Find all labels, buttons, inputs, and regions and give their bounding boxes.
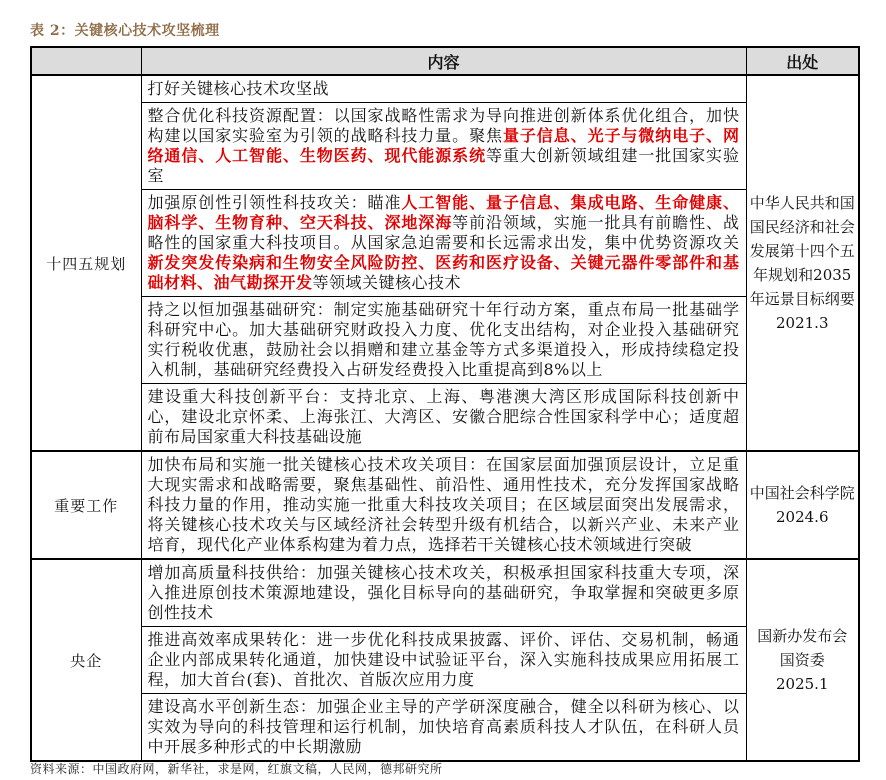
- source-cell: [746, 75, 859, 451]
- body-text: 打好关键核心技术攻坚战: [147, 79, 330, 98]
- source-cell: [746, 451, 859, 559]
- content-cell: [141, 75, 746, 103]
- header-row: [31, 47, 859, 75]
- body-text: 整合优化科技资源配置：以国家战略性需求为导向推进创新体系优化组合，加快构建以国家实验室为引领的战略科技力量。聚焦: [147, 106, 740, 145]
- body-text: 持之以恒加强基础研究：制定实施基础研究十年行动方案，重点布局一批基础学科研究中心。加大基础研究财政投入力度、优化支出结构，对企业投入基础研究实行税收优惠，鼓励社会以捐赠和建立基金等方式多渠道投入，形成持续稳定投入机制，基础研究经费投入占研发经费投入比重提高到8%以上: [147, 300, 740, 379]
- body-text: 加快布局和实施一批关键核心技术攻关项目：在国家层面加强顶层设计，立足重大现实需求和战略需要，聚焦基础性、前沿性、通用性技术，充分发挥国家战略科技力量的作用，推动实施一批重大科技攻关项目；在区域层面突出发展需求，将关键核心技术攻关与区域经济社会转型升级有机结合，以新兴产业、未来产业培育，现代化产业体系构建为着力点，选择若干关键核心技术领域进行突破: [147, 455, 740, 554]
- content-cell: [141, 297, 746, 384]
- table-row: [31, 627, 859, 694]
- group-label: 央企: [31, 559, 141, 761]
- table-body: [31, 75, 859, 761]
- source-line: 2025.1: [776, 675, 829, 693]
- body-text: 推进高效率成果转化：进一步优化科技成果披露、评价、评估、交易机制，畅通企业内部成果转化通道，加快建设中试验证平台，深入实施科技成果应用拓展工程，加大首台(套)、首批次、首版次应用力度: [147, 630, 740, 689]
- table-title: 表 2：关键核心技术攻坚梳理: [30, 23, 220, 39]
- body-text: 等领域关键核心技术: [312, 273, 462, 292]
- highlighted-text: 量子信息、光子与微纳电子、网络通信、人工智能、生物医药、现代能源系统: [147, 126, 740, 165]
- body-text: 加强原创性引领性科技攻关：瞄准: [147, 193, 402, 212]
- content-cell: [141, 384, 746, 452]
- group-label: 十四五规划: [31, 75, 141, 451]
- content-cell: [141, 627, 746, 694]
- table-row: [31, 190, 859, 297]
- content-cell: [141, 103, 746, 190]
- content-cell: [141, 694, 746, 762]
- body-text: 建设高水平创新生态：加强企业主导的产学研深度融合，健全以科研为核心、以实效为导向的科技管理和运行机制，加快培育高素质科技人才队伍，在科研人员中开展多种形式的中长期激励: [147, 697, 740, 756]
- highlighted-text: 新发突发传染病和生物安全风险防控、医药和医疗设备、关键元器件零部件和基础材料、油气勘探开发: [147, 253, 740, 292]
- body-text: 建设重大科技创新平台：支持北京、上海、粤港澳大湾区形成国际科技创新中心，建设北京怀柔、上海张江、大湾区、安徽合肥综合性国家科学中心；适度超前布局国家重大科技基础设施: [147, 387, 740, 446]
- key-tech-table: [30, 46, 860, 762]
- header-cell-content: 内容: [141, 47, 746, 75]
- header-cell-source: 出处: [746, 47, 859, 75]
- table-row: [31, 75, 859, 103]
- content-cell: [141, 559, 746, 627]
- table-row: [31, 297, 859, 384]
- source-footnote: 资料来源：中国政府网，新华社，求是网，红旗文稿，人民网，德邦研究所: [30, 762, 443, 776]
- body-text: 等重大创新领域组建一批国家实验室: [147, 146, 740, 185]
- header-cell-empty: [31, 47, 141, 75]
- source-line: 2021.3: [776, 314, 829, 332]
- table-row: [31, 384, 859, 452]
- group-label: 重要工作: [31, 451, 141, 559]
- table-row: [31, 103, 859, 190]
- table-header: [31, 47, 859, 75]
- content-cell: [141, 190, 746, 297]
- source-line: 国资委: [779, 651, 825, 669]
- source-line: 2024.6: [776, 508, 829, 526]
- source-cell: [746, 559, 859, 761]
- source-line: 中华人民共和国国民经济和社会发展第十四个五年规划和2035年远景目标纲要: [749, 194, 855, 308]
- source-line: 国新办发布会: [757, 627, 848, 645]
- table-row: [31, 451, 859, 559]
- highlighted-text: 人工智能、量子信息、集成电路、生命健康、脑科学、生物育种、空天科技、深地深海: [147, 193, 740, 232]
- body-text: 增加高质量科技供给：加强关键核心技术攻关，积极承担国家科技重大专项，深入推进原创技术策源地建设，强化目标导向的基础研究，争取掌握和突破更多原创性技术: [147, 563, 740, 622]
- content-cell: [141, 451, 746, 559]
- table-row: [31, 559, 859, 627]
- table-row: [31, 694, 859, 762]
- source-line: 中国社会科学院: [749, 484, 855, 502]
- body-text: 等前沿领域，实施一批具有前瞻性、战略性的国家重大科技项目。从国家急迫需要和长远需求出发，集中优势资源攻关: [147, 213, 740, 252]
